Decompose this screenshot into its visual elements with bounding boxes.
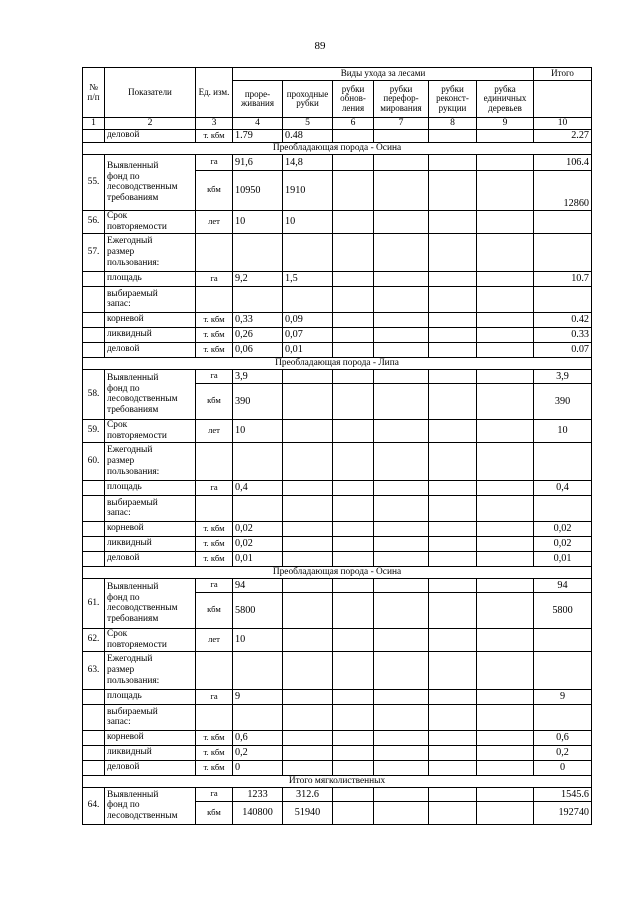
row-label: Срок повторяемости — [105, 210, 196, 233]
cell-total: 0,2 — [534, 745, 592, 760]
row-unit: лет — [196, 210, 233, 233]
row-label: ликвидный — [105, 536, 196, 551]
header-col7: рубки перефор- мирования — [374, 81, 429, 118]
cell-value: 14,8 — [283, 154, 333, 170]
cell-value: 1,5 — [283, 271, 333, 286]
cell-total: 1545.6 — [534, 787, 592, 801]
page-number: 89 — [314, 40, 326, 52]
row-unit: га — [196, 480, 233, 495]
cell-value: 0,26 — [233, 327, 283, 342]
row-unit: га — [196, 689, 233, 704]
row-unit: т. кбм — [196, 536, 233, 551]
cell-total: 0.07 — [534, 342, 592, 357]
row-number: 55. — [83, 154, 105, 210]
row-label: деловой — [105, 551, 196, 566]
row-unit: га — [196, 578, 233, 592]
row-label: Срок повторяемости — [105, 628, 196, 651]
colnum: 3 — [196, 118, 233, 130]
cell-total: 9 — [534, 689, 592, 704]
row-number: 64. — [83, 787, 105, 824]
cell-value: 10 — [233, 628, 283, 651]
cell-total: 0,02 — [534, 521, 592, 536]
cell-value: 1233 — [233, 787, 283, 801]
row-label: выбираемый запас: — [105, 704, 196, 730]
cell-value: 94 — [233, 578, 283, 592]
cell-total: 94 — [534, 578, 592, 592]
cell-value: 0,33 — [233, 312, 283, 327]
row-unit: т. кбм — [196, 312, 233, 327]
row-label: Выявленный фонд по лесоводственным требованиям — [105, 369, 196, 419]
section-title: Итого мягколиственных — [83, 775, 592, 787]
row-number: 63. — [83, 651, 105, 689]
row-label: выбираемый запас: — [105, 286, 196, 312]
cell-value: 0,07 — [283, 327, 333, 342]
cell-total: 10 — [534, 419, 592, 442]
colnum: 7 — [374, 118, 429, 130]
row-label: корневой — [105, 521, 196, 536]
row-unit: т. кбм — [196, 342, 233, 357]
header-total-empty — [534, 81, 592, 118]
header-total: Итого — [534, 68, 592, 81]
row-label: корневой — [105, 312, 196, 327]
row-unit: лет — [196, 628, 233, 651]
cell-total: 106.4 — [534, 154, 592, 170]
row-number: 57. — [83, 233, 105, 271]
colnum: 9 — [477, 118, 534, 130]
header-care-types: Виды ухода за лесами — [233, 68, 534, 81]
cell-value: 0,6 — [233, 730, 283, 745]
row-label: Ежегодный размер пользования: — [105, 651, 196, 689]
colnum: 6 — [333, 118, 374, 130]
colnum: 1 — [83, 118, 105, 130]
cell-value: 91,6 — [233, 154, 283, 170]
row-unit: лет — [196, 419, 233, 442]
row-unit: га — [196, 787, 233, 801]
cell-total: 0,4 — [534, 480, 592, 495]
row-label: Выявленный фонд по лесоводственным требованиям — [105, 154, 196, 210]
row-unit: т. кбм — [196, 730, 233, 745]
row-number: 62. — [83, 628, 105, 651]
row-unit: га — [196, 154, 233, 170]
cell-value: 1.79 — [233, 129, 283, 142]
colnum: 2 — [105, 118, 196, 130]
row-label: Выявленный фонд по лесоводственным требованиям — [105, 578, 196, 628]
cell-value: 0,09 — [283, 312, 333, 327]
cell-value: 0,2 — [233, 745, 283, 760]
cell-value: 0,01 — [283, 342, 333, 357]
header-col8: рубки реконст- рукции — [429, 81, 477, 118]
cell-value: 10 — [283, 210, 333, 233]
cell-total: 5800 — [534, 592, 592, 628]
row-unit: кбм — [196, 170, 233, 210]
cell-value: 140800 — [233, 801, 283, 824]
cell-value: 390 — [233, 383, 283, 419]
row-number: 59. — [83, 419, 105, 442]
cell-value: 1910 — [283, 170, 333, 210]
row-unit: кбм — [196, 383, 233, 419]
colnum: 5 — [283, 118, 333, 130]
cell-total: 0,01 — [534, 551, 592, 566]
section-title: Преобладающая порода - Осина — [83, 142, 592, 154]
cell-total: 12860 — [534, 170, 592, 210]
cell-value: 0,4 — [233, 480, 283, 495]
row-label: деловой — [105, 760, 196, 775]
header-indicators: Показатели — [105, 68, 196, 118]
row-label: Срок повторяемости — [105, 419, 196, 442]
cell-value: 10950 — [233, 170, 283, 210]
cell-value: 0.48 — [283, 129, 333, 142]
cell-empty — [83, 129, 105, 142]
cell-total: 0,02 — [534, 536, 592, 551]
header-col4: проре- живания — [233, 81, 283, 118]
row-unit: кбм — [196, 801, 233, 824]
row-label: Выявленный фонд по лесоводственным — [105, 787, 196, 824]
row-label: площадь — [105, 689, 196, 704]
row-label: площадь — [105, 480, 196, 495]
row-unit: га — [196, 369, 233, 383]
cell-value: 10 — [233, 419, 283, 442]
cell-value: 0,02 — [233, 536, 283, 551]
header-no: № п/п — [83, 68, 105, 118]
row-number: 60. — [83, 442, 105, 480]
cell-total: 3,9 — [534, 369, 592, 383]
cell-value: 5800 — [233, 592, 283, 628]
row-unit: т. кбм — [196, 760, 233, 775]
cell-total: 0 — [534, 760, 592, 775]
row-unit: га — [196, 271, 233, 286]
section-title: Преобладающая порода - Осина — [83, 566, 592, 578]
cell-value: 0,01 — [233, 551, 283, 566]
row-label: ликвидный — [105, 327, 196, 342]
row-number: 58. — [83, 369, 105, 419]
cell-value: 0 — [233, 760, 283, 775]
row-label: Ежегодный размер пользования: — [105, 442, 196, 480]
cell-total: 0,6 — [534, 730, 592, 745]
row-label: деловой — [105, 129, 196, 142]
forest-care-table — [82, 67, 592, 825]
row-label: выбираемый запас: — [105, 495, 196, 521]
cell-total: 0.42 — [534, 312, 592, 327]
colnum: 10 — [534, 118, 592, 130]
cell-value: 10 — [233, 210, 283, 233]
cell-value: 51940 — [283, 801, 333, 824]
section-title: Преобладающая порода - Липа — [83, 357, 592, 369]
row-label: корневой — [105, 730, 196, 745]
row-number: 61. — [83, 578, 105, 628]
cell-value: 9 — [233, 689, 283, 704]
row-unit: кбм — [196, 592, 233, 628]
row-label: деловой — [105, 342, 196, 357]
cell-total: 192740 — [534, 801, 592, 824]
cell-total: 0.33 — [534, 327, 592, 342]
cell-value: 312.6 — [283, 787, 333, 801]
cell-total: 390 — [534, 383, 592, 419]
row-label: площадь — [105, 271, 196, 286]
cell-total: 10.7 — [534, 271, 592, 286]
row-unit: т. кбм — [196, 327, 233, 342]
cell-total: 2.27 — [534, 129, 592, 142]
row-number: 56. — [83, 210, 105, 233]
row-unit: т. кбм — [196, 129, 233, 142]
header-unit: Ед. изм. — [196, 68, 233, 118]
cell-value: 0,02 — [233, 521, 283, 536]
row-unit: т. кбм — [196, 745, 233, 760]
colnum: 8 — [429, 118, 477, 130]
row-label: Ежегодный размер пользования: — [105, 233, 196, 271]
row-label: ликвидный — [105, 745, 196, 760]
cell-value: 3,9 — [233, 369, 283, 383]
cell-value: 9,2 — [233, 271, 283, 286]
row-unit: т. кбм — [196, 521, 233, 536]
header-col6: рубки обнов- ления — [333, 81, 374, 118]
cell-value: 0,06 — [233, 342, 283, 357]
colnum: 4 — [233, 118, 283, 130]
row-unit: т. кбм — [196, 551, 233, 566]
header-col9: рубка единичных деревьев — [477, 81, 534, 118]
header-col5: проходные рубки — [283, 81, 333, 118]
